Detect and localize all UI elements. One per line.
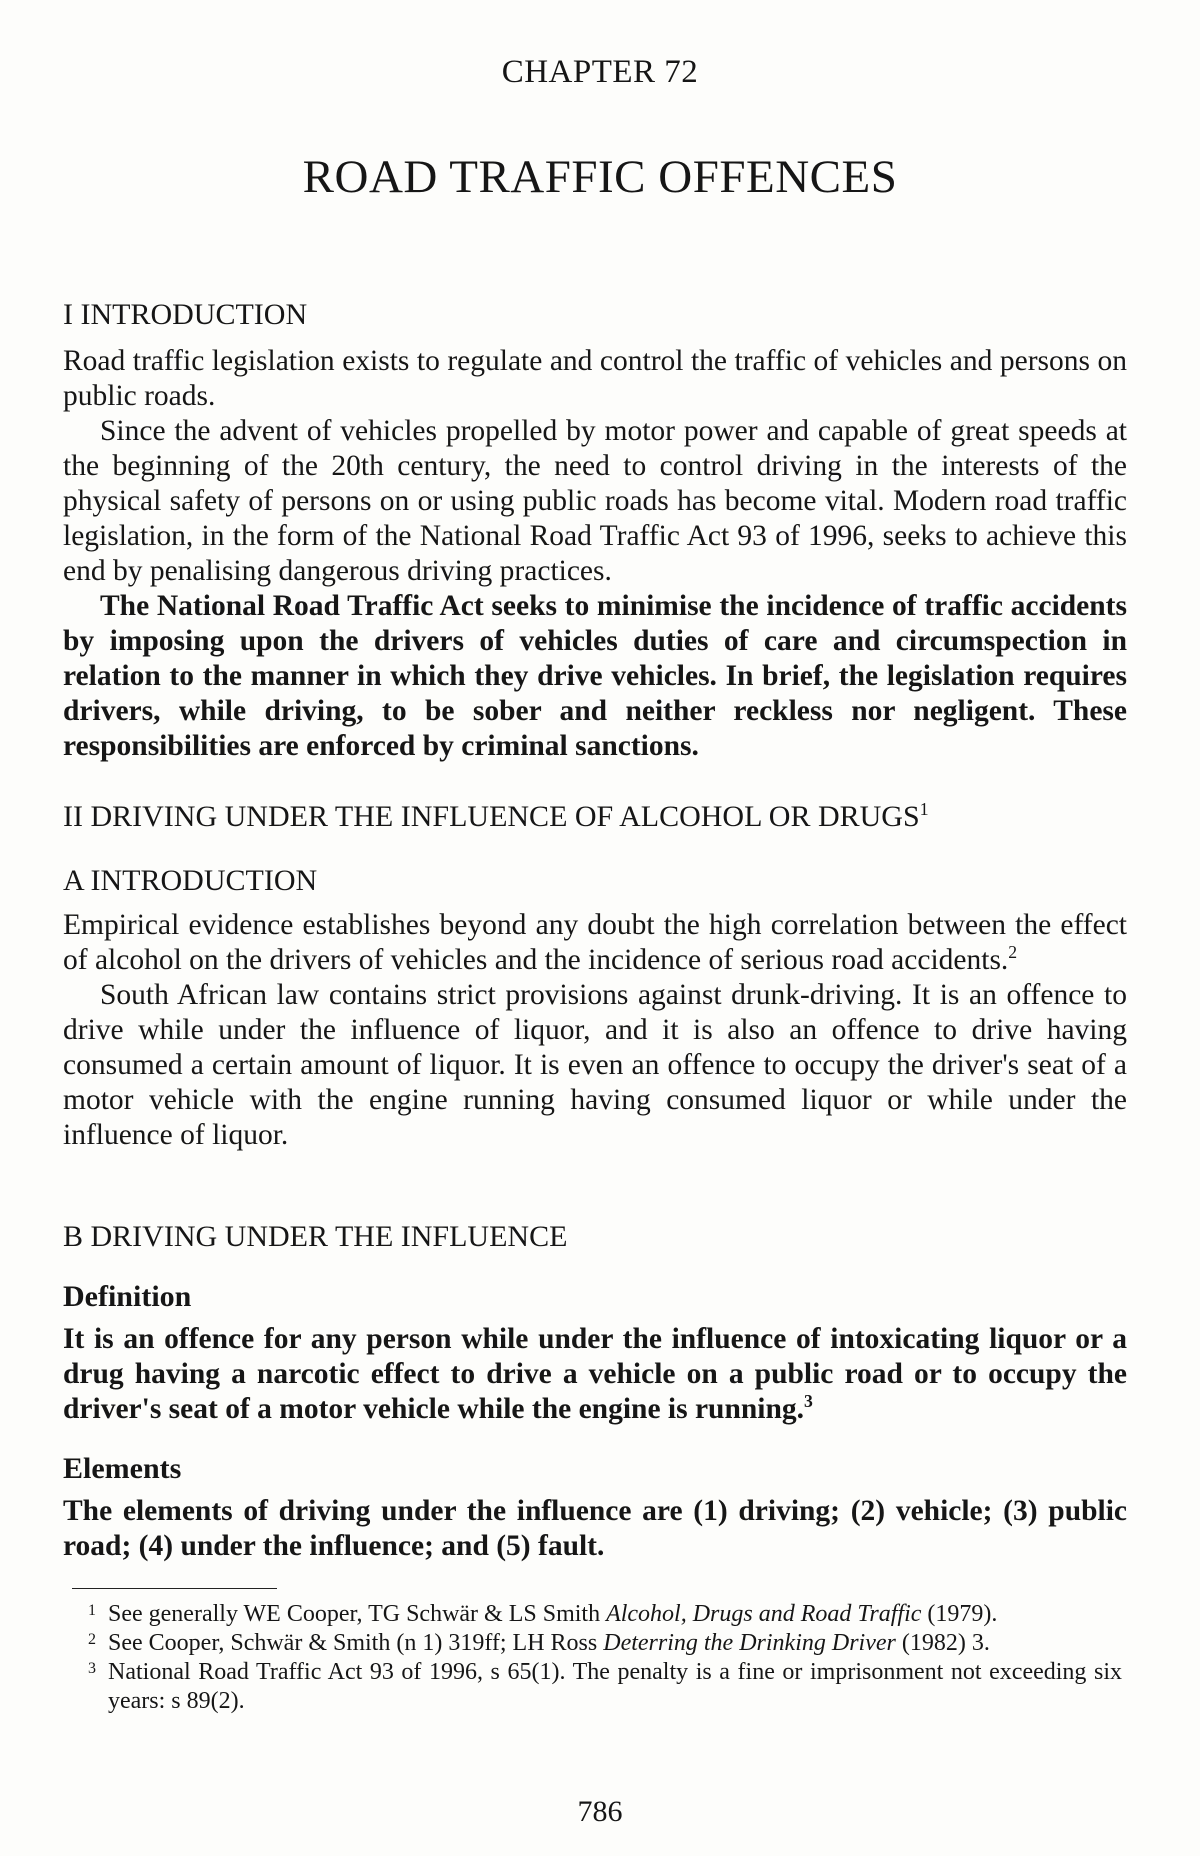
footnote-text-part: (1982) 3. — [895, 1630, 990, 1656]
footnote-number: 1 — [88, 1602, 96, 1619]
paragraph-text: Empirical evidence establishes beyond any doubt the high correlation between the effect of alcohol on the drivers of vehicles and the incidence of serious road accidents. — [63, 909, 1127, 976]
footnote-text-part: See Cooper, Schwär & Smith (n 1) 319ff; LH Ross — [108, 1630, 604, 1656]
footnote-text-part: (1979). — [921, 1601, 998, 1627]
footnote-title: Deterring the Drinking Driver — [603, 1630, 896, 1656]
subsection-heading-a: A INTRODUCTION — [63, 864, 318, 897]
footnote-number: 3 — [88, 1660, 96, 1677]
elements-text: The elements of driving under the influence are (1) driving; (2) vehicle; (3) public road; (4) under the influence; and (5) fault. — [63, 1495, 1127, 1562]
footnote-ref: 3 — [804, 1391, 813, 1412]
section-heading-introduction: I INTRODUCTION — [63, 298, 308, 331]
footnote-text — [108, 1629, 1122, 1658]
paragraph: Road traffic legislation exists to regulate and control the traffic of vehicles and persons on public roads. — [63, 345, 1127, 412]
chapter-label: CHAPTER 72 — [501, 54, 699, 90]
footnote — [72, 1658, 1122, 1716]
footnote — [72, 1600, 1122, 1629]
definition-body: It is an offence for any person while under the influence of intoxicating liquor or a drug having a narcotic effect to drive a vehicle on a public road or to occupy the driver's seat of a motor vehicle while the engine is running. — [63, 1323, 1127, 1425]
footnotes — [72, 1600, 1122, 1716]
definition-text — [63, 1322, 1127, 1427]
chapter-title: ROAD TRAFFIC OFFENCES — [302, 151, 898, 203]
subsection-a-body — [63, 908, 1127, 1153]
footnote-text — [108, 1600, 1122, 1629]
definition-heading: Definition — [63, 1280, 192, 1313]
elements-heading: Elements — [63, 1452, 182, 1485]
paragraph: The National Road Traffic Act seeks to minimise the incidence of traffic accidents by imposing upon the drivers of vehicles duties of care and circumspection in relation to the manner in which they drive vehicles. In brief, the legislation requires drivers, while driving, to be sober and neither reckless nor negligent. These responsibilities are enforced by criminal sanctions. — [63, 590, 1127, 762]
paragraph: Since the advent of vehicles propelled by motor power and capable of great speeds at the beginning of the 20th century, the need to control driving in the interests of the physical safety of persons on or using public roads has become vital. Modern road traffic legislation, in the form of the National Road Traffic Act 93 of 1996, seeks to achieve this end by penalising dangerous driving practices. — [63, 415, 1127, 587]
subsection-heading-b: B DRIVING UNDER THE INFLUENCE — [63, 1220, 568, 1253]
paragraph: South African law contains strict provisions against drunk-driving. It is an offence to drive while under the influence of liquor, and it is also an offence to drive having consumed a certain amount of liquor. It is even an offence to occupy the driver's seat of a motor vehicle with the engine running having consumed liquor or while under the influence of liquor. — [63, 979, 1127, 1151]
introduction-body — [63, 344, 1127, 764]
footnote-ref: 1 — [919, 799, 929, 819]
footnote-ref: 2 — [1008, 942, 1018, 963]
footnote-text-part: National Road Traffic Act 93 of 1996, s 65(1). The penalty is a fine or imprisonment not exceeding six years: s 89(2). — [108, 1659, 1122, 1714]
footnote-number: 2 — [88, 1631, 96, 1648]
footnote-text — [108, 1658, 1122, 1716]
section-heading-text: II DRIVING UNDER THE INFLUENCE OF ALCOHOL OR DRUGS — [63, 800, 920, 833]
paragraph — [63, 908, 1127, 978]
section-heading-driving-under-influence — [63, 800, 929, 834]
page-number: 786 — [577, 1795, 623, 1828]
footnote — [72, 1629, 1122, 1658]
footnote-rule — [72, 1588, 277, 1589]
footnote-title: Alcohol, Drugs and Road Traffic — [606, 1601, 922, 1627]
footnote-text-part: See generally WE Cooper, TG Schwär & LS Smith — [108, 1601, 607, 1627]
